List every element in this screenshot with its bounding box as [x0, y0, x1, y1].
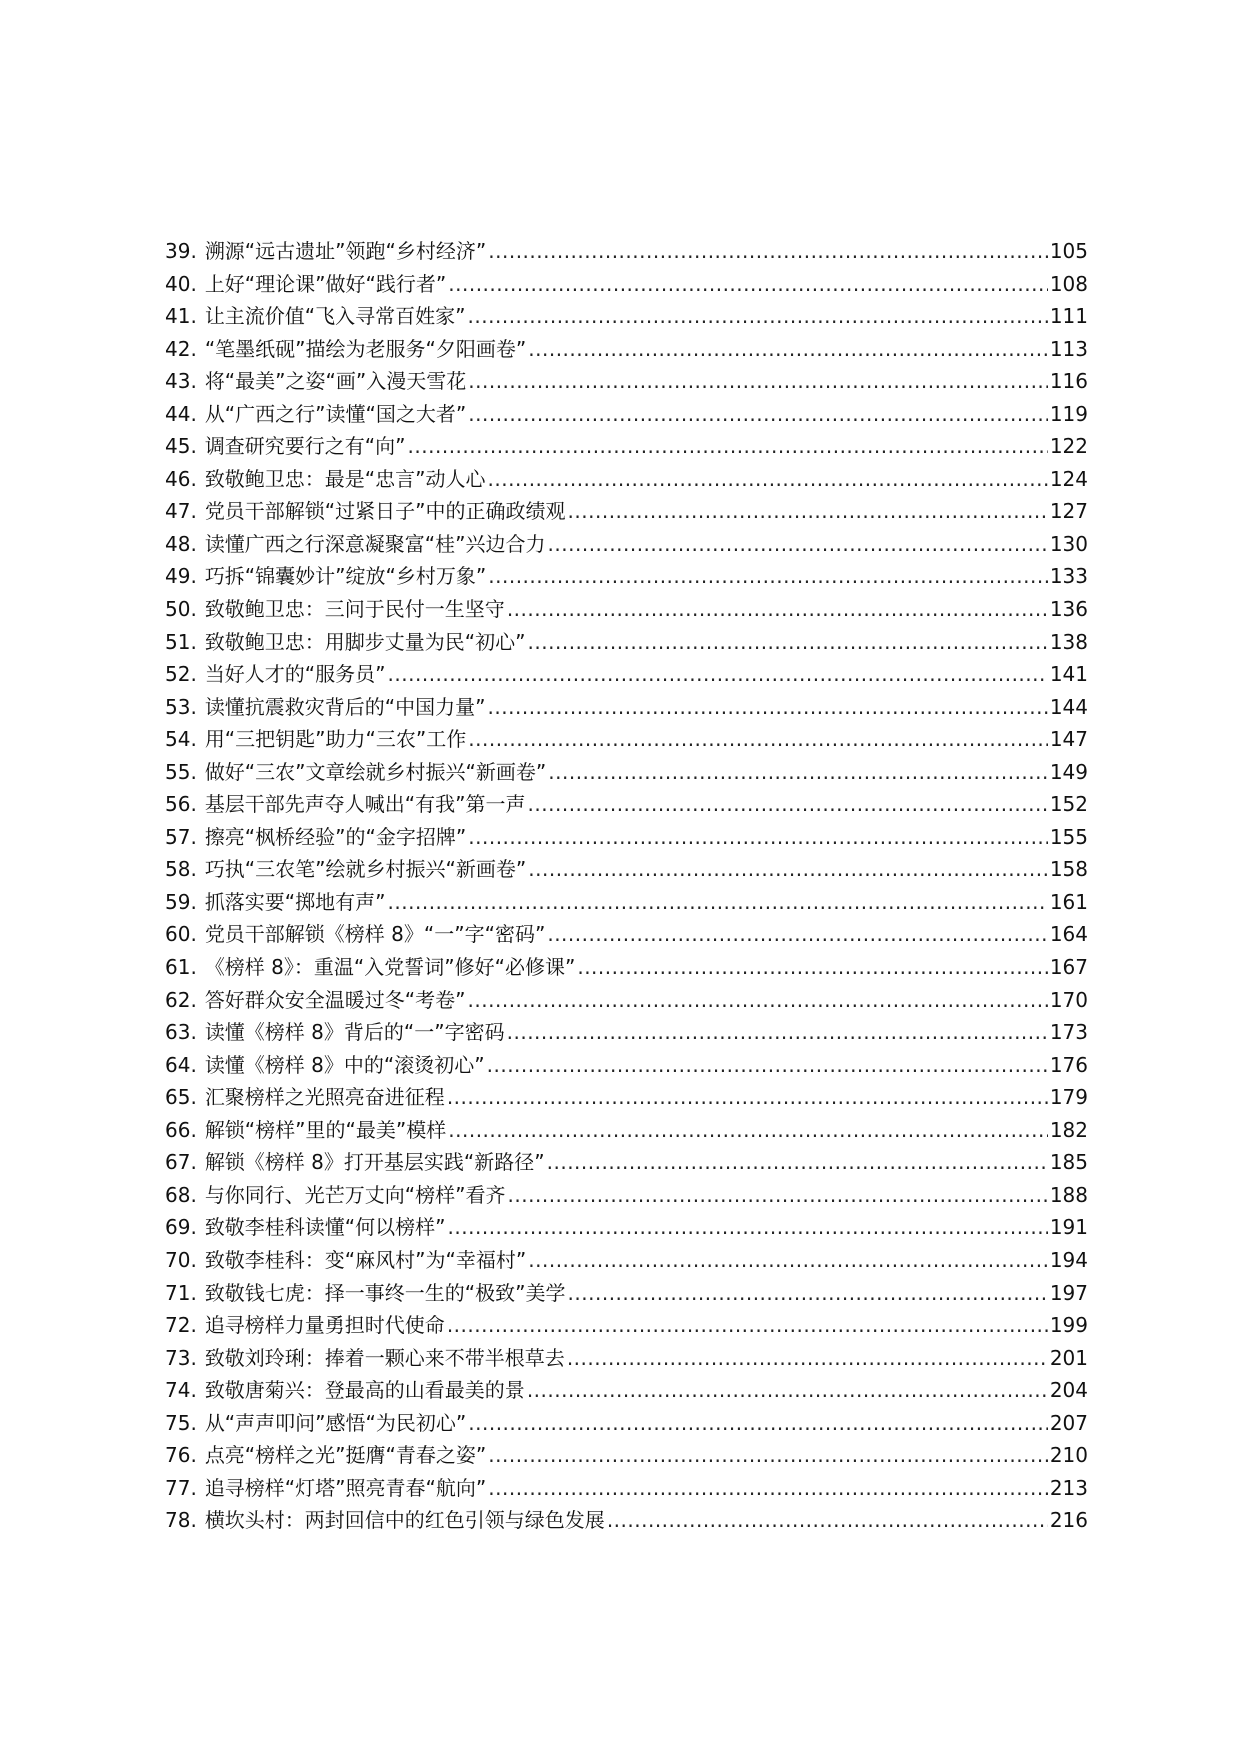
dot-leader — [488, 691, 1048, 724]
entry-title: 追寻榜样“灯塔”照亮青春“航向” — [204, 1475, 487, 1500]
entry-page-number: 105 — [1049, 239, 1088, 263]
entry-page-number: 113 — [1049, 336, 1088, 361]
entry-page-number: 213 — [1049, 1475, 1088, 1500]
toc-entry[interactable] — [165, 560, 1088, 593]
entry-number: 52. — [165, 662, 197, 687]
toc-entry[interactable] — [165, 398, 1088, 431]
entry-number: 68. — [165, 1182, 197, 1207]
entry-number: 76. — [165, 1443, 197, 1468]
dot-leader — [408, 430, 1048, 463]
entry-number: 61. — [165, 955, 197, 980]
dot-leader — [388, 886, 1048, 919]
entry-page-number: 204 — [1049, 1378, 1088, 1403]
entry-number: 39. — [165, 239, 197, 263]
entry-title: 当好人才的“服务员” — [204, 662, 386, 687]
dot-leader — [577, 951, 1047, 984]
entry-number: 48. — [165, 531, 197, 556]
toc-entry[interactable] — [165, 1277, 1088, 1310]
entry-title: 致敬钱七虎：择一事终一生的“极致”美学 — [204, 1280, 566, 1305]
toc-entry[interactable] — [165, 1374, 1088, 1407]
toc-entry[interactable] — [165, 495, 1088, 528]
entry-number: 51. — [165, 629, 197, 654]
entry-title: 用“三把钥匙”助力“三农”工作 — [204, 727, 467, 752]
entry-page-number: 147 — [1049, 727, 1088, 752]
toc-entry[interactable] — [165, 984, 1088, 1017]
entry-title: 将“最美”之姿“画”入漫天雪花 — [204, 369, 467, 394]
toc-entry[interactable] — [165, 723, 1088, 756]
dot-leader — [547, 1146, 1048, 1179]
entry-title: 《榜样 8》：重温“入党誓词”修好“必修课” — [204, 955, 576, 980]
entry-title: 读懂广西之行深意凝聚富“桂”兴边合力 — [204, 531, 546, 556]
dot-leader — [468, 723, 1048, 756]
entry-page-number: 111 — [1049, 304, 1088, 329]
entry-title: 党员干部解锁《榜样 8》“一”字“密码” — [204, 922, 546, 947]
entry-title: 从“声声叩问”感悟“为民初心” — [204, 1410, 467, 1435]
dot-leader — [448, 1211, 1048, 1244]
entry-page-number: 173 — [1049, 1020, 1088, 1045]
entry-title: 追寻榜样力量勇担时代使命 — [204, 1313, 445, 1338]
dot-leader — [507, 1016, 1048, 1049]
entry-title: 致敬鲍卫忠：最是“忠言”动人心 — [204, 466, 486, 491]
toc-entry[interactable] — [165, 463, 1088, 496]
dot-leader — [528, 1244, 1048, 1277]
dot-leader — [528, 333, 1048, 366]
entry-number: 70. — [165, 1247, 197, 1272]
toc-entry[interactable] — [165, 918, 1088, 951]
dot-leader — [567, 1342, 1048, 1375]
entry-page-number: 185 — [1049, 1150, 1088, 1175]
entry-number: 63. — [165, 1020, 197, 1045]
entry-number: 62. — [165, 987, 197, 1012]
dot-leader — [607, 1504, 1048, 1537]
toc-entry[interactable] — [165, 1179, 1088, 1212]
toc-entry[interactable] — [165, 1309, 1088, 1342]
entry-title: 致敬李桂科读懂“何以榜样” — [204, 1215, 446, 1240]
dot-leader — [468, 300, 1048, 333]
toc-entry[interactable] — [165, 886, 1088, 919]
entry-number: 66. — [165, 1117, 197, 1142]
entry-page-number: 152 — [1049, 792, 1088, 817]
toc-entry[interactable] — [165, 853, 1088, 886]
entry-page-number: 201 — [1049, 1345, 1088, 1370]
entry-page-number: 108 — [1049, 271, 1088, 296]
dot-leader — [468, 398, 1048, 431]
entry-title: 让主流价值“飞入寻常百姓家” — [204, 304, 466, 329]
dot-leader — [488, 463, 1048, 496]
entry-page-number: 122 — [1049, 434, 1088, 459]
entry-title: 解锁“榜样”里的“最美”模样 — [204, 1117, 447, 1142]
entry-number: 69. — [165, 1215, 197, 1240]
entry-title: 读懂《榜样 8》背后的“一”字密码 — [204, 1020, 505, 1045]
entry-page-number: 136 — [1049, 597, 1088, 622]
entry-title: 读懂抗震救灾背后的“中国力量” — [204, 694, 486, 719]
entry-number: 43. — [165, 369, 197, 394]
entry-page-number: 116 — [1049, 369, 1088, 394]
entry-number: 55. — [165, 759, 197, 784]
toc-entry[interactable] — [165, 788, 1088, 821]
entry-number: 75. — [165, 1410, 197, 1435]
entry-page-number: 124 — [1049, 466, 1088, 491]
entry-page-number: 207 — [1049, 1410, 1088, 1435]
dot-leader — [548, 528, 1048, 561]
entry-page-number: 199 — [1049, 1313, 1088, 1338]
dot-leader — [388, 658, 1048, 691]
dot-leader — [568, 495, 1048, 528]
entry-number: 45. — [165, 434, 197, 459]
entry-page-number: 119 — [1049, 401, 1088, 426]
entry-title: 调查研究要行之有“向” — [204, 434, 406, 459]
entry-number: 77. — [165, 1475, 197, 1500]
entry-number: 71. — [165, 1280, 197, 1305]
entry-number: 40. — [165, 271, 197, 296]
entry-title: 巧拆“锦囊妙计”绽放“乡村万象” — [204, 564, 487, 589]
entry-page-number: 176 — [1049, 1052, 1088, 1077]
entry-title: 上好“理论课”做好“践行者” — [204, 271, 447, 296]
entry-title: 汇聚榜样之光照亮奋进征程 — [204, 1085, 445, 1110]
dot-leader — [508, 1179, 1048, 1212]
entry-title: 党员干部解锁“过紧日子”中的正确政绩观 — [204, 499, 566, 524]
entry-title: 横坎头村：两封回信中的红色引领与绿色发展 — [204, 1508, 605, 1533]
entry-page-number: 133 — [1049, 564, 1088, 589]
toc-entry[interactable] — [165, 756, 1088, 789]
entry-title: 点亮“榜样之光”挺膺“青春之姿” — [204, 1443, 487, 1468]
entry-page-number: 149 — [1049, 759, 1088, 784]
entry-page-number: 167 — [1049, 955, 1088, 980]
entry-page-number: 194 — [1049, 1247, 1088, 1272]
entry-page-number: 127 — [1049, 499, 1088, 524]
entry-title: 溯源“远古遗址”领跑“乡村经济” — [204, 239, 487, 263]
entry-title: 答好群众安全温暖过冬“考卷” — [204, 987, 466, 1012]
entry-number: 53. — [165, 694, 197, 719]
dot-leader — [468, 821, 1048, 854]
entry-number: 44. — [165, 401, 197, 426]
toc-entry[interactable] — [165, 658, 1088, 691]
entry-page-number: 197 — [1049, 1280, 1088, 1305]
entry-page-number: 130 — [1049, 531, 1088, 556]
entry-number: 47. — [165, 499, 197, 524]
entry-number: 42. — [165, 336, 197, 361]
entry-number: 49. — [165, 564, 197, 589]
dot-leader — [488, 1472, 1048, 1505]
toc-entry[interactable] — [165, 821, 1088, 854]
dot-leader — [528, 853, 1048, 886]
toc-entry[interactable] — [165, 333, 1088, 366]
entry-title: 巧执“三农笔”绘就乡村振兴“新画卷” — [204, 857, 527, 882]
dot-leader — [468, 984, 1048, 1017]
toc-entry[interactable] — [165, 1342, 1088, 1375]
dot-leader — [487, 1049, 1048, 1082]
dot-leader — [488, 235, 1048, 268]
toc-entry[interactable] — [165, 1504, 1088, 1537]
entry-number: 56. — [165, 792, 197, 817]
entry-number: 46. — [165, 466, 197, 491]
dot-leader — [447, 1081, 1048, 1114]
entry-number: 50. — [165, 597, 197, 622]
toc-entry[interactable] — [165, 1146, 1088, 1179]
toc-entry[interactable] — [165, 300, 1088, 333]
toc-entry[interactable] — [165, 1439, 1088, 1472]
toc-entry[interactable] — [165, 1114, 1088, 1147]
entry-number: 74. — [165, 1378, 197, 1403]
entry-number: 65. — [165, 1085, 197, 1110]
table-of-contents — [165, 235, 1088, 1537]
entry-number: 41. — [165, 304, 197, 329]
dot-leader — [448, 1114, 1048, 1147]
dot-leader — [527, 1374, 1048, 1407]
dot-leader — [548, 756, 1048, 789]
entry-page-number: 158 — [1049, 857, 1088, 882]
entry-page-number: 210 — [1049, 1443, 1088, 1468]
entry-title: 致敬鲍卫忠：三问于民付一生坚守 — [204, 597, 505, 622]
entry-title: 基层干部先声夺人喊出“有我”第一声 — [204, 792, 526, 817]
entry-number: 54. — [165, 727, 197, 752]
entry-number: 72. — [165, 1313, 197, 1338]
entry-page-number: 161 — [1049, 889, 1088, 914]
toc-entry[interactable] — [165, 1472, 1088, 1505]
toc-entry[interactable] — [165, 1211, 1088, 1244]
dot-leader — [528, 788, 1048, 821]
entry-page-number: 144 — [1049, 694, 1088, 719]
dot-leader — [528, 626, 1048, 659]
toc-entry[interactable] — [165, 528, 1088, 561]
entry-title: 从“广西之行”读懂“国之大者” — [204, 401, 467, 426]
entry-page-number: 138 — [1049, 629, 1088, 654]
toc-entry[interactable] — [165, 691, 1088, 724]
dot-leader — [447, 1309, 1048, 1342]
entry-number: 60. — [165, 922, 197, 947]
entry-number: 57. — [165, 824, 197, 849]
entry-number: 64. — [165, 1052, 197, 1077]
entry-title: 解锁《榜样 8》打开基层实践“新路径” — [204, 1150, 545, 1175]
entry-number: 58. — [165, 857, 197, 882]
entry-page-number: 170 — [1049, 987, 1088, 1012]
entry-title: 读懂《榜样 8》中的“滚烫初心” — [204, 1052, 485, 1077]
entry-page-number: 141 — [1049, 662, 1088, 687]
dot-leader — [547, 918, 1047, 951]
entry-page-number: 216 — [1049, 1508, 1088, 1533]
entry-page-number: 182 — [1049, 1117, 1088, 1142]
toc-entry[interactable] — [165, 1081, 1088, 1114]
entry-title: “笔墨纸砚”描绘为老服务“夕阳画卷” — [204, 336, 527, 361]
dot-leader — [488, 1439, 1048, 1472]
entry-number: 78. — [165, 1508, 197, 1533]
toc-entry[interactable] — [165, 1049, 1088, 1082]
entry-number: 73. — [165, 1345, 197, 1370]
dot-leader — [488, 560, 1048, 593]
toc-entry[interactable] — [165, 235, 1088, 268]
entry-title: 致敬刘玲琍：捧着一颗心来不带半根草去 — [204, 1345, 565, 1370]
dot-leader — [448, 268, 1048, 301]
toc-entry[interactable] — [165, 951, 1088, 984]
entry-page-number: 188 — [1049, 1182, 1088, 1207]
entry-page-number: 164 — [1049, 922, 1088, 947]
entry-number: 67. — [165, 1150, 197, 1175]
entry-title: 抓落实要“掷地有声” — [204, 889, 386, 914]
toc-entry[interactable] — [165, 365, 1088, 398]
entry-page-number: 191 — [1049, 1215, 1088, 1240]
entry-title: 致敬唐菊兴：登最高的山看最美的景 — [204, 1378, 525, 1403]
entry-title: 做好“三农”文章绘就乡村振兴“新画卷” — [204, 759, 547, 784]
entry-title: 致敬李桂科：变“麻风村”为“幸福村” — [204, 1247, 527, 1272]
dot-leader — [468, 1407, 1048, 1440]
dot-leader — [507, 593, 1048, 626]
toc-entry[interactable] — [165, 593, 1088, 626]
entry-page-number: 155 — [1049, 824, 1088, 849]
entry-title: 擦亮“枫桥经验”的“金字招牌” — [204, 824, 467, 849]
dot-leader — [468, 365, 1048, 398]
toc-entry[interactable] — [165, 1244, 1088, 1277]
toc-entry[interactable] — [165, 626, 1088, 659]
entry-title: 致敬鲍卫忠：用脚步丈量为民“初心” — [204, 629, 526, 654]
entry-title: 与你同行、光芒万丈向“榜样”看齐 — [204, 1182, 506, 1207]
entry-page-number: 179 — [1049, 1085, 1088, 1110]
dot-leader — [568, 1277, 1048, 1310]
toc-entry[interactable] — [165, 268, 1088, 301]
toc-entry[interactable] — [165, 1016, 1088, 1049]
toc-entry[interactable] — [165, 430, 1088, 463]
toc-entry[interactable] — [165, 1407, 1088, 1440]
entry-number: 59. — [165, 889, 197, 914]
